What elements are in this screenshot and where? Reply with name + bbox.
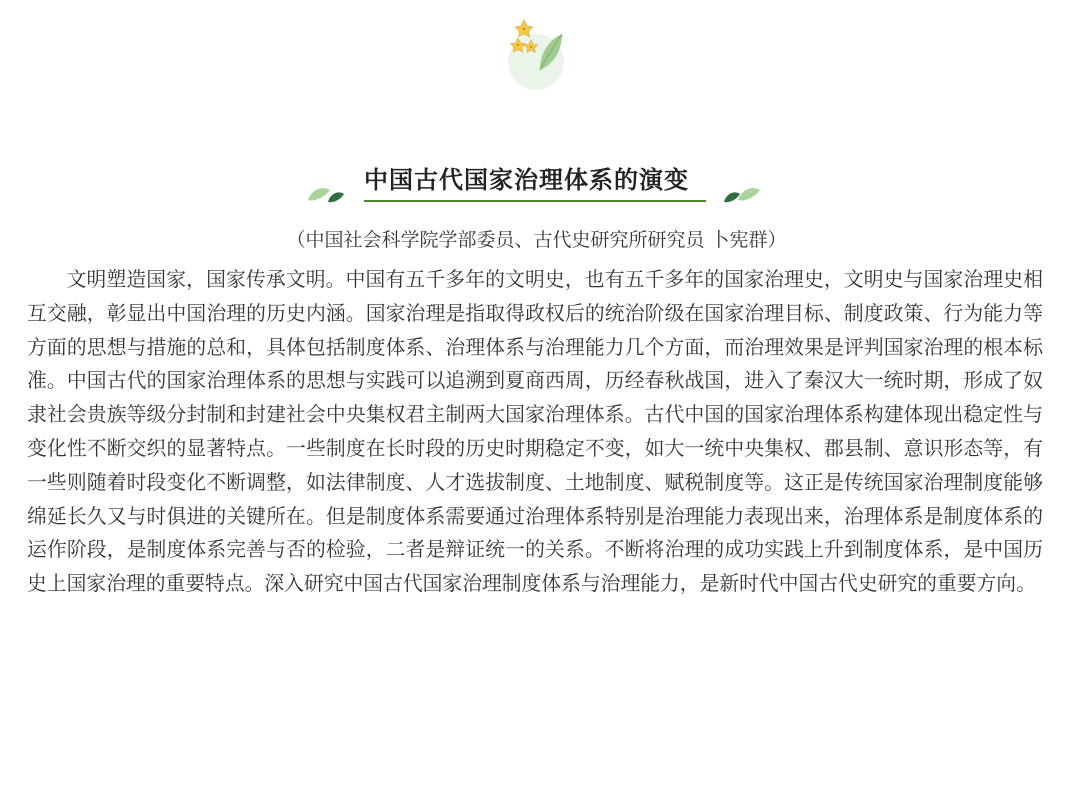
author-byline: （中国社会科学院学部委员、古代史研究所研究员 卜宪群） — [286, 229, 787, 251]
article-paragraph: 文明塑造国家，国家传承文明。中国有五千多年的文明史，也有五千多年的国家治理史，文明史与国家治理史相互交融，彰显出中国治理的历史内涵。国家治理是指取得政权后的统治阶级在国家治理目标、制度政策、行为能力等方面的思想与措施的总和，具体包括制度体系、治理体系与治理能力几个方面，而治理效果是评判国家治理的根本标准。中国古代的国家治理体系的思想与实践可以追溯到夏商西周，历经春秋战国，进入了秦汉大一统时期，形成了奴隶社会贵族等级分封制和封建社会中央集权君主制两大国家治理体系。古代中国的国家治理体系构建体现出稳定性与变化性不断交织的显著特点。一些制度在长时段的历史时期稳定不变，如大一统中央集权、郡县制、意识形态等，有一些则随着时段变化不断调整，如法律制度、人才选拔制度、土地制度、赋税制度等。这正是传统国家治理制度能够绵延长久又与时俱进的关键所在。但是制度体系需要通过治理体系特别是治理能力表现出来，治理体系是制度体系的运作阶段，是制度体系完善与否的检验，二者是辩证统一的关系。不断将治理的成功实践上升到制度体系，是中国历史上国家治理的重要特点。深入研究中国古代国家治理制度体系与治理能力，是新时代中国古代史研究的重要方向。 — [27, 268, 1043, 596]
title-row — [0, 160, 1067, 206]
flower-leaf-ornament-icon — [500, 14, 572, 94]
article-title: 中国古代国家治理体系的演变 — [364, 166, 689, 194]
title-underline — [364, 200, 706, 202]
leaf-right-icon — [722, 182, 762, 204]
leaf-left-icon — [306, 182, 346, 204]
